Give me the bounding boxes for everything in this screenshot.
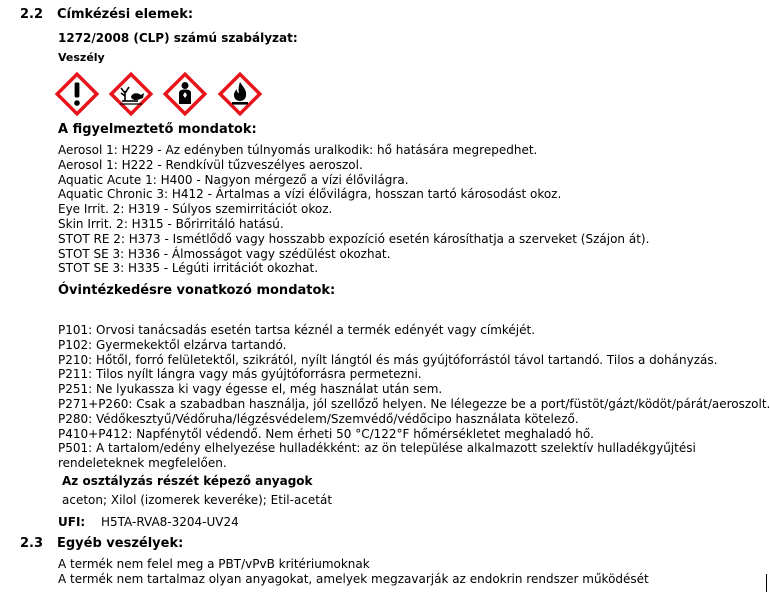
precaution-statement: P251: Ne lyukassza ki vagy égesse el, még használat után sem. <box>58 382 443 397</box>
precaution-statement: P271+P260: Csak a szabadban használja, jól szellőző helyen. Ne lélegezze be a port/füstöt/gázt/ködöt/párát/aeroszolt. <box>58 396 770 411</box>
hazard-statement: STOT SE 3: H335 - Légúti irritációt okozhat. <box>58 261 319 276</box>
classifying-substances: aceton; Xilol (izomerek keveréke); Etil-acetát <box>62 493 333 507</box>
hazard-statements-heading: A figyelmeztető mondatok: <box>58 122 257 137</box>
section-title-2-2: Címkézési elemek: <box>57 7 194 22</box>
precaution-statement: P211: Tilos nyílt lángra vagy más gyújtóforrásra permetezni. <box>58 367 422 382</box>
hazard-statement: Eye Irrit. 2: H319 - Súlyos szemirritációt okoz. <box>58 202 333 217</box>
exclamation-mark-icon <box>54 71 100 117</box>
other-hazards-line: A termék nem tartalmaz olyan anyagokat, amelyek megzavarják az endokrin rendszer működését <box>58 572 649 586</box>
hazard-statement-list <box>58 143 649 276</box>
precaution-statement: P210: Hőtől, forró felületektől, szikrától, nyílt lángtól és más gyújtóforrástól távol tartandó. Tilos a dohányzás. <box>58 352 718 367</box>
health-hazard-icon <box>162 71 208 117</box>
precaution-statement: P410+P412: Napfénytől védendő. Nem érheti 50 °C/122°F hőmérsékletet meghaladó hő. <box>58 426 594 441</box>
section-number-2-3: 2.3 <box>20 536 44 551</box>
signal-word: Veszély <box>58 51 105 64</box>
precaution-statement-list <box>58 323 770 471</box>
other-hazards-line: A termék nem felel meg a PBT/vPvB kritériumoknak <box>58 557 370 571</box>
regulation-heading: 1272/2008 (CLP) számú szabályzat: <box>58 31 298 45</box>
precaution-statement: P501: A tartalom/edény elhelyezése hulladékként: az ön települése alkalmazott szelektív hulladékgyűjtési rendeleteknek megfelelően. <box>58 441 696 471</box>
text-cursor <box>766 574 767 592</box>
section-title-2-3: Egyéb veszélyek: <box>57 536 184 551</box>
hazard-statement: STOT RE 2: H373 - Ismétlődő vagy hosszabb expozíció esetén károsíthatja a szerveket (Szájon át). <box>58 231 650 246</box>
hazard-statement: Skin Irrit. 2: H315 - Bőrirritáló hatású. <box>58 216 284 231</box>
flame-icon <box>217 71 263 117</box>
hazard-statement: Aerosol 1: H222 - Rendkívül tűzveszélyes aeroszol. <box>58 157 363 172</box>
precaution-statement: P101: Orvosi tanácsadás esetén tartsa kéznél a termék edényét vagy címkéjét. <box>58 323 536 337</box>
hazard-statement: Aquatic Chronic 3: H412 - Ártalmas a vízi élővilágra, hosszan tartó károsodást okoz. <box>58 187 562 202</box>
ufi-value: H5TA-RVA8-3204-UV24 <box>101 515 239 529</box>
hazard-statement: Aerosol 1: H229 - Az edényben túlnyomás uralkodik: hő hatására megrepedhet. <box>58 143 538 157</box>
section-number-2-2: 2.2 <box>20 7 44 22</box>
precaution-statements-heading: Óvintézkedésre vonatkozó mondatok: <box>58 283 336 298</box>
precaution-statement: P280: Védőkesztyű/Védőruha/légzésvédelem/Szemvédő/védőcipo használata kötelező. <box>58 411 579 426</box>
classifying-substances-heading: Az osztályzás részét képező anyagok <box>62 474 313 488</box>
ufi-label: UFI: <box>58 515 86 529</box>
precaution-statement: P102: Gyermekektől elzárva tartandó. <box>58 337 287 352</box>
environment-icon <box>108 71 154 117</box>
hazard-statement: STOT SE 3: H336 - Álmosságot vagy szédülést okozhat. <box>58 246 391 261</box>
hazard-statement: Aquatic Acute 1: H400 - Nagyon mérgező a vízi élővilágra. <box>58 172 409 187</box>
